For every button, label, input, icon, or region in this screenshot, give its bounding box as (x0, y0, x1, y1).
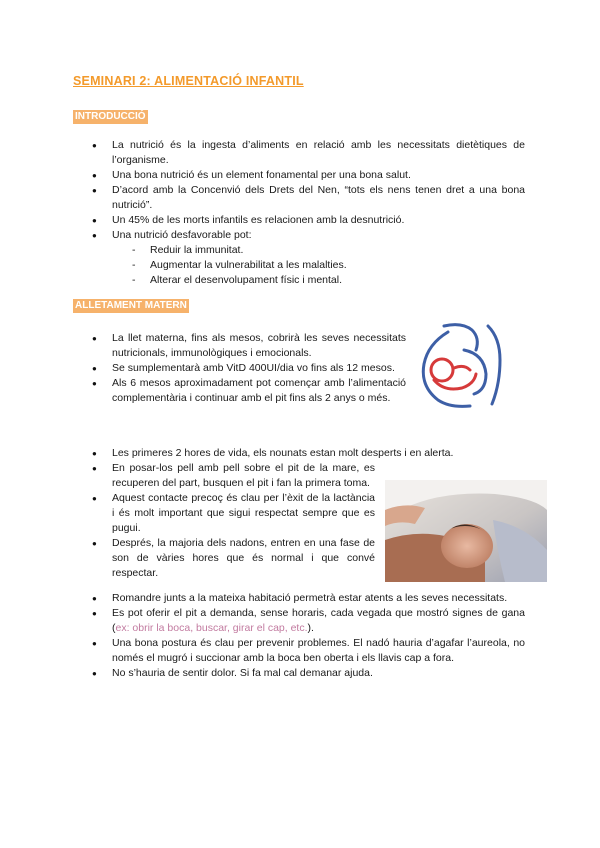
sub-list-item: - Alterar el desenvolupament físic i mental. (132, 273, 525, 288)
list-item: ● Una bona postura és clau per prevenir problemes. El nadó hauria d’agafar l’aureola, no només el mugró i succionar amb la boca ben oberta i els llavis cap a fora. (92, 636, 525, 666)
sub-list-item: - Augmentar la vulnerabilitat a les malalties. (132, 258, 525, 273)
list-item: ● No s’hauria de sentir dolor. Si fa mal cal demanar ajuda. (92, 666, 525, 681)
intro-list (92, 138, 525, 288)
list-item: ● Un 45% de les morts infantils es relacionen amb la desnutrició. (92, 213, 525, 228)
list-item: ● La nutrició és la ingesta d’aliments en relació amb les necessitats dietètiques de l’organisme. (92, 138, 525, 168)
page-title: SEMINARI 2: ALIMENTACIÓ INFANTIL (73, 74, 304, 88)
sub-list-item: - Reduir la immunitat. (132, 243, 525, 258)
list-item: ● D’acord amb la Concenvió dels Drets del Nen, “tots els nens tenen dret a una bona nutrició”. (92, 183, 525, 213)
list-item: ● La llet materna, fins als mesos, cobrirà les seves necessitats nutricionals, immunològiques i emocionals. (92, 331, 406, 361)
on-demand-end: ). (307, 622, 314, 634)
breastfeeding-illustration (414, 320, 514, 414)
list-item (92, 228, 525, 288)
on-demand-example: ex: obrir la boca, buscar, girar el cap, etc. (115, 622, 308, 634)
list-item: ● Després, la majoria dels nadons, entren en una fase de son de vàries hores que és normal i que convé respectar. (92, 536, 375, 581)
list-item: ● Se sumplementarà amb VitD 400UI/dia vo fins als 12 mesos. (92, 361, 406, 376)
list-item-text: Una nutrició desfavorable pot: (112, 229, 252, 241)
newborn-photo (385, 480, 547, 582)
list-item: ● Romandre junts a la mateixa habitació permetrà estar atents a les seves necessitats. (92, 591, 525, 606)
breastfeeding-list-b2 (92, 461, 375, 581)
newborn-photo-image (385, 480, 547, 582)
section-heading-breastfeeding: ALLETAMENT MATERN (75, 300, 187, 311)
list-item: ● Aquest contacte precoç és clau per l’èxit de la lactància i és molt important que sigui respectat sempre que es pugui. (92, 491, 375, 536)
on-demand-text: Es pot oferir el pit a demanda, sense horaris, cada vegada que mostró signes de gana ( (112, 607, 525, 634)
list-item (92, 606, 525, 636)
list-item: ● Les primeres 2 hores de vida, els nounats estan molt desperts i en alerta. (92, 446, 525, 461)
breastfeeding-illustration-icon (414, 320, 514, 414)
list-item: ● Una bona nutrició és un element fonamental per una bona salut. (92, 168, 525, 183)
breastfeeding-list-c (92, 591, 525, 681)
breastfeeding-list-a (92, 331, 406, 406)
section-heading-intro: INTRODUCCIÓ (75, 111, 146, 122)
breastfeeding-list-b1 (92, 446, 525, 461)
list-item: ● En posar-los pell amb pell sobre el pit de la mare, es recuperen del part, busquen el pit i fan la primera toma. (92, 461, 375, 491)
sub-list (112, 243, 525, 288)
list-item: ● Als 6 mesos aproximadament pot començar amb l’alimentació complementària i continuar amb el pit fins als 2 anys o més. (92, 376, 406, 406)
